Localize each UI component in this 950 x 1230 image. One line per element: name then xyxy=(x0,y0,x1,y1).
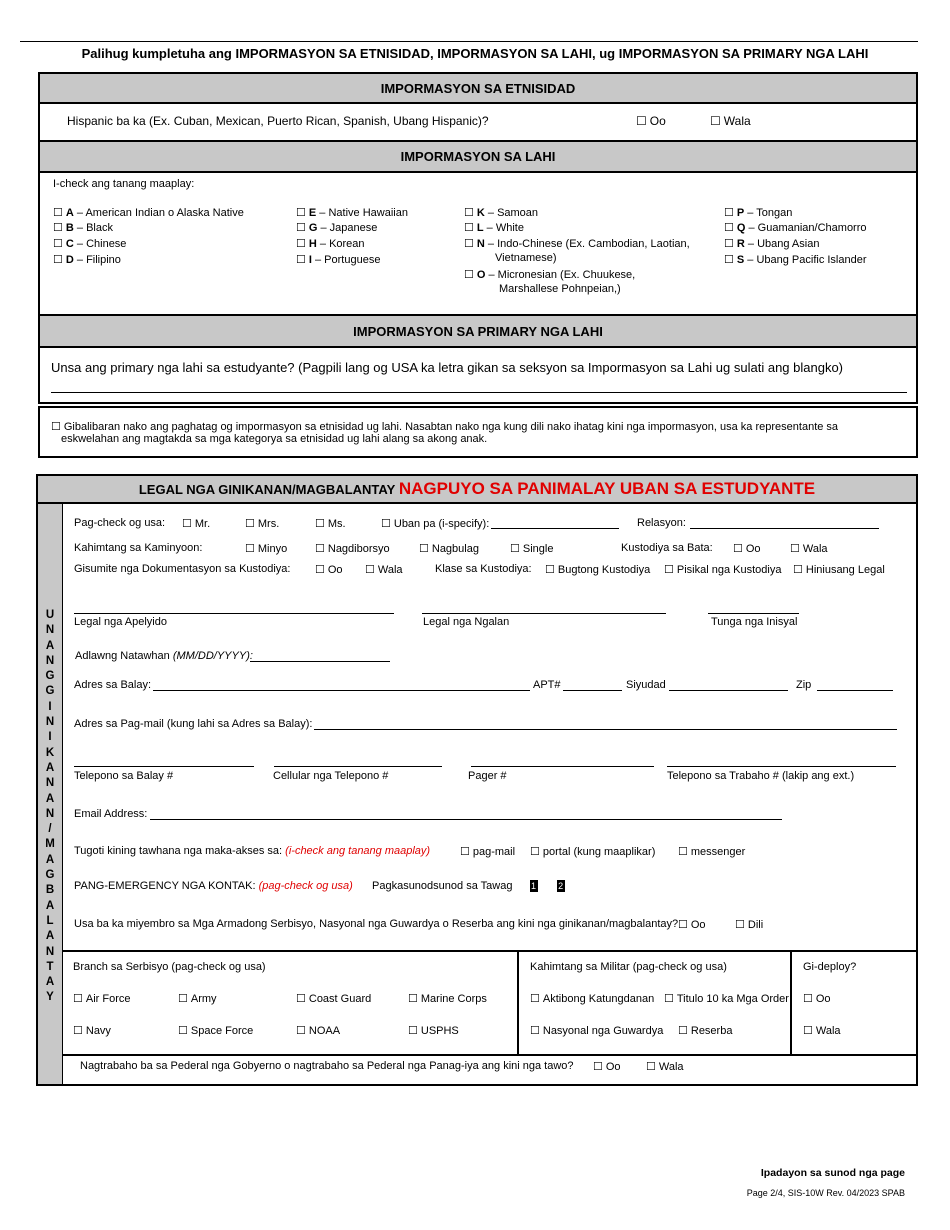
custody-docs-label: Gisumite nga Dokumentasyon sa Kustodiya: xyxy=(74,563,291,575)
mail-address-input[interactable] xyxy=(314,729,897,730)
relation-input[interactable] xyxy=(690,528,879,529)
work-phone-label: Telepono sa Trabaho # (lakip ang ext.) xyxy=(667,770,855,782)
home-phone-input[interactable] xyxy=(74,766,254,767)
sidebar-letter: A xyxy=(45,976,55,989)
custody-joint-checkbox[interactable]: ☐ Hiniusang Legal xyxy=(793,563,885,576)
sidebar-letter: A xyxy=(45,639,55,652)
access-label: Tugoti kining tawhana nga maka-akses sa: (i-check ang tanang maaplay) xyxy=(74,845,431,857)
status-title10-checkbox[interactable]: ☐ Titulo 10 ka Mga Order xyxy=(664,992,789,1005)
sidebar-letter: N xyxy=(45,716,55,729)
military-grid-divider-2 xyxy=(790,950,792,1055)
race-option-p[interactable]: ☐ P – Tongan xyxy=(724,206,792,219)
military-no-checkbox[interactable]: ☐ Dili xyxy=(735,918,763,931)
race-option-n[interactable]: ☐ N – Indo-Chinese (Ex. Cambodian, Laotian, xyxy=(464,237,690,250)
sidebar-letter: I xyxy=(48,700,52,713)
title-mrs-checkbox[interactable]: ☐ Mrs. xyxy=(245,517,279,530)
race-option-o-cont: Marshallese Pohnpeian,) xyxy=(499,283,621,295)
call-order-1-checkbox[interactable]: 1 xyxy=(531,881,537,892)
apt-label: APT# xyxy=(533,679,561,691)
ethnicity-header: IMPORMASYON SA ETNISIDAD xyxy=(38,72,918,104)
relation-label: Relasyon: xyxy=(637,517,686,529)
home-address-label: Adres sa Balay: xyxy=(74,679,152,691)
race-header: IMPORMASYON SA LAHI xyxy=(38,140,918,173)
branch-marine-corps-checkbox[interactable]: ☐ Marine Corps xyxy=(408,992,487,1005)
guardian-header xyxy=(36,474,918,504)
race-option-h[interactable]: ☐ H – Korean xyxy=(296,237,365,250)
race-option-q[interactable]: ☐ Q – Guamanian/Chamorro xyxy=(724,221,867,234)
decline-consent-checkbox[interactable]: ☐ Gibalibaran nako ang paghatag og impormasyon sa etnisidad ug lahi. Nasabtan nako nga kung dili nako ihatag kini nga impormasyon, usa ka representante sa xyxy=(51,420,838,433)
sidebar-letter: A xyxy=(45,853,55,866)
race-option-o[interactable]: ☐ O – Micronesian (Ex. Chuukese, xyxy=(464,268,635,281)
race-option-c[interactable]: ☐ C – Chinese xyxy=(53,237,126,250)
home-address-input[interactable] xyxy=(153,690,530,691)
page-number: Page 2/4, SIS-10W Rev. 04/2023 SPAB xyxy=(746,1188,905,1198)
call-order-2-checkbox[interactable]: 2 xyxy=(558,881,564,892)
primary-race-question: Unsa ang primary nga lahi sa estudyante? (Pagpili lang og USA ka letra gikan sa seksyon sa Impormasyon sa Lahi ug sulati ang blangko) xyxy=(51,360,844,375)
federal-question: Nagtrabaho ba sa Pederal nga Gobyerno o nagtrabaho sa Pederal nga Panag-iya ang kini nga tawo? xyxy=(80,1060,574,1072)
hispanic-no-checkbox[interactable]: ☐ Wala xyxy=(710,114,751,128)
sidebar-letter: A xyxy=(45,761,55,774)
custody-yes-checkbox[interactable]: ☐ Oo xyxy=(733,542,761,555)
race-instruction: I-check ang tanang maaplay: xyxy=(53,178,195,190)
branch-air-force-checkbox[interactable]: ☐ Air Force xyxy=(73,992,131,1005)
deployed-no-checkbox[interactable]: ☐ Wala xyxy=(803,1024,841,1037)
sidebar-letter: M xyxy=(45,838,55,851)
sidebar-letter: G xyxy=(45,670,55,683)
guardian-sidebar xyxy=(38,504,63,1084)
branch-army-checkbox[interactable]: ☐ Army xyxy=(178,992,217,1005)
sidebar-letter: B xyxy=(45,884,55,897)
sidebar-letter: L xyxy=(46,914,54,927)
sidebar-letter: N xyxy=(45,945,55,958)
sidebar-letter: K xyxy=(45,746,55,759)
deployed-label: Gi-deploy? xyxy=(803,961,857,973)
branch-coast-guard-checkbox[interactable]: ☐ Coast Guard xyxy=(296,992,371,1005)
title-ms-checkbox[interactable]: ☐ Ms. xyxy=(315,517,346,530)
military-yes-checkbox[interactable]: ☐ Oo xyxy=(678,918,706,931)
sidebar-letter: G xyxy=(45,685,55,698)
sidebar-letter: / xyxy=(48,823,52,836)
mail-address-label: Adres sa Pag-mail (kung lahi sa Adres sa Balay): xyxy=(74,718,313,730)
military-question: Usa ba ka miyembro sa Mga Armadong Serbisyo, Nasyonal nga Guwardya o Reserba ang kini nga ginikanan/magbalantay? xyxy=(74,918,679,930)
emergency-label: PANG-EMERGENCY NGA KONTAK: (pag-check og usa) xyxy=(74,880,353,892)
sidebar-letter: N xyxy=(45,807,55,820)
military-status-label: Kahimtang sa Militar (pag-check og usa) xyxy=(530,961,727,973)
apt-input[interactable] xyxy=(563,690,622,691)
sidebar-letter: N xyxy=(45,624,55,637)
sidebar-letter: A xyxy=(45,930,55,943)
zip-label: Zip xyxy=(796,679,812,691)
sidebar-letter: G xyxy=(45,869,55,882)
custody-label: Kustodiya sa Bata: xyxy=(621,542,713,554)
deployed-yes-checkbox[interactable]: ☐ Oo xyxy=(803,992,831,1005)
status-active-checkbox[interactable]: ☐ Aktibong Katungdanan xyxy=(530,992,654,1005)
custody-physical-checkbox[interactable]: ☐ Pisikal nga Kustodiya xyxy=(664,563,781,576)
form-intro: Palihug kumpletuha ang IMPORMASYON SA ETNISIDAD, IMPORMASYON SA LAHI, ug IMPORMASYON SA PRIMARY NGA LAHI xyxy=(81,46,869,61)
federal-no-checkbox[interactable]: ☐ Wala xyxy=(646,1060,684,1073)
marital-separated-checkbox[interactable]: ☐ Nagbulag xyxy=(419,542,479,555)
work-phone-input[interactable] xyxy=(667,766,896,767)
race-option-n-cont: Vietnamese) xyxy=(495,252,557,264)
custody-docs-no-checkbox[interactable]: ☐ Wala xyxy=(365,563,403,576)
branch-label: Branch sa Serbisyo (pag-check og usa) xyxy=(73,961,266,973)
home-phone-label: Telepono sa Balay # xyxy=(74,770,174,782)
race-option-g[interactable]: ☐ G – Japanese xyxy=(296,221,377,234)
first-name-input[interactable] xyxy=(422,613,666,614)
dob-label: Adlawng Natawhan (MM/DD/YYYY): xyxy=(75,650,253,662)
first-name-label: Legal nga Ngalan xyxy=(423,616,510,628)
race-option-b[interactable]: ☐ B – Black xyxy=(53,221,113,234)
sidebar-letter: Y xyxy=(46,991,54,1004)
race-option-i[interactable]: ☐ I – Portuguese xyxy=(296,253,380,266)
title-other-checkbox[interactable]: ☐ Uban pa (i-specify): xyxy=(381,517,489,530)
guardian-header-highlight: NAGPUYO SA PANIMALAY UBAN SA ESTUDYANTE xyxy=(398,479,816,498)
hispanic-yes-checkbox[interactable]: ☐ Oo xyxy=(636,114,666,128)
email-input[interactable] xyxy=(150,819,782,820)
marital-label: Kahimtang sa Kaminyoon: xyxy=(74,542,203,554)
custody-no-checkbox[interactable]: ☐ Wala xyxy=(790,542,828,555)
title-mr-checkbox[interactable]: ☐ Mr. xyxy=(182,517,210,530)
cell-phone-label: Cellular nga Telepono # xyxy=(273,770,389,782)
city-label: Siyudad xyxy=(626,679,666,691)
sidebar-letter: I xyxy=(48,731,52,744)
continue-note: Ipadayon sa sunod nga page xyxy=(760,1167,905,1179)
middle-initial-input[interactable] xyxy=(708,613,799,614)
race-option-r[interactable]: ☐ R – Ubang Asian xyxy=(724,237,819,250)
branch-navy-checkbox[interactable]: ☐ Navy xyxy=(73,1024,111,1037)
status-reserve-checkbox[interactable]: ☐ Reserba xyxy=(678,1024,732,1037)
title-other-input[interactable] xyxy=(491,528,619,529)
race-option-s[interactable]: ☐ S – Ubang Pacific Islander xyxy=(724,253,867,266)
sidebar-letter: A xyxy=(45,792,55,805)
call-order xyxy=(372,880,565,892)
race-option-k[interactable]: ☐ K – Samoan xyxy=(464,206,538,219)
custody-type-label: Klase sa Kustodiya: xyxy=(435,563,532,575)
last-name-input[interactable] xyxy=(74,613,394,614)
zip-input[interactable] xyxy=(817,690,893,691)
sidebar-letter: N xyxy=(45,777,55,790)
sidebar-letter: T xyxy=(46,960,54,973)
sidebar-letter: A xyxy=(45,899,55,912)
custody-sole-checkbox[interactable]: ☐ Bugtong Kustodiya xyxy=(545,563,650,576)
primary-race-input[interactable] xyxy=(51,392,907,393)
pager-input[interactable] xyxy=(471,766,654,767)
access-portal-checkbox[interactable]: ☐ portal (kung maaplikar) xyxy=(530,845,655,858)
city-input[interactable] xyxy=(669,690,788,691)
top-rule xyxy=(20,41,918,42)
marital-married-checkbox[interactable]: ☐ Minyo xyxy=(245,542,287,555)
race-option-e[interactable]: ☐ E – Native Hawaiian xyxy=(296,206,408,219)
guardian-header-title: LEGAL NGA GINIKANAN/MAGBALANTAY xyxy=(138,481,396,497)
call-order-label: Pagkasunodsunod sa Tawag xyxy=(372,880,513,892)
cell-phone-input[interactable] xyxy=(274,766,442,767)
last-name-label: Legal nga Apelyido xyxy=(74,616,167,628)
sidebar-letter: N xyxy=(45,654,55,667)
custody-docs-yes-checkbox[interactable]: ☐ Oo xyxy=(315,563,343,576)
military-grid-divider-1 xyxy=(517,950,519,1055)
dob-input[interactable] xyxy=(250,661,390,662)
branch-noaa-checkbox[interactable]: ☐ NOAA xyxy=(296,1024,340,1037)
middle-initial-label: Tunga nga Inisyal xyxy=(711,616,798,628)
federal-yes-checkbox[interactable]: ☐ Oo xyxy=(593,1060,621,1073)
race-option-l[interactable]: ☐ L – White xyxy=(464,221,524,234)
consent-line2: eskwelahan ang magtakda sa mga kategorya sa etnisidad ug lahi alang sa akong anak. xyxy=(61,433,488,445)
access-messenger-checkbox[interactable]: ☐ messenger xyxy=(678,845,745,858)
hispanic-question: Hispanic ba ka (Ex. Cuban, Mexican, Puerto Rican, Spanish, Ubang Hispanic)? xyxy=(67,114,489,128)
sidebar-letters xyxy=(38,504,62,1006)
status-national-guard-checkbox[interactable]: ☐ Nasyonal nga Guwardya xyxy=(530,1024,663,1037)
branch-usphs-checkbox[interactable]: ☐ USPHS xyxy=(408,1024,459,1037)
marital-divorced-checkbox[interactable]: ☐ Nagdiborsyo xyxy=(315,542,390,555)
marital-single-checkbox[interactable]: ☐ Single xyxy=(510,542,553,555)
access-mail-checkbox[interactable]: ☐ pag-mail xyxy=(460,845,515,858)
race-option-d[interactable]: ☐ D – Filipino xyxy=(53,253,121,266)
title-label: Pag-check og usa: xyxy=(74,517,166,529)
race-option-a[interactable]: ☐ A – American Indian o Alaska Native xyxy=(53,206,244,219)
primary-race-header: IMPORMASYON SA PRIMARY NGA LAHI xyxy=(38,314,918,348)
pager-label: Pager # xyxy=(468,770,507,782)
sidebar-letter: U xyxy=(45,609,55,621)
email-label: Email Address: xyxy=(74,808,148,820)
branch-space-force-checkbox[interactable]: ☐ Space Force xyxy=(178,1024,253,1037)
